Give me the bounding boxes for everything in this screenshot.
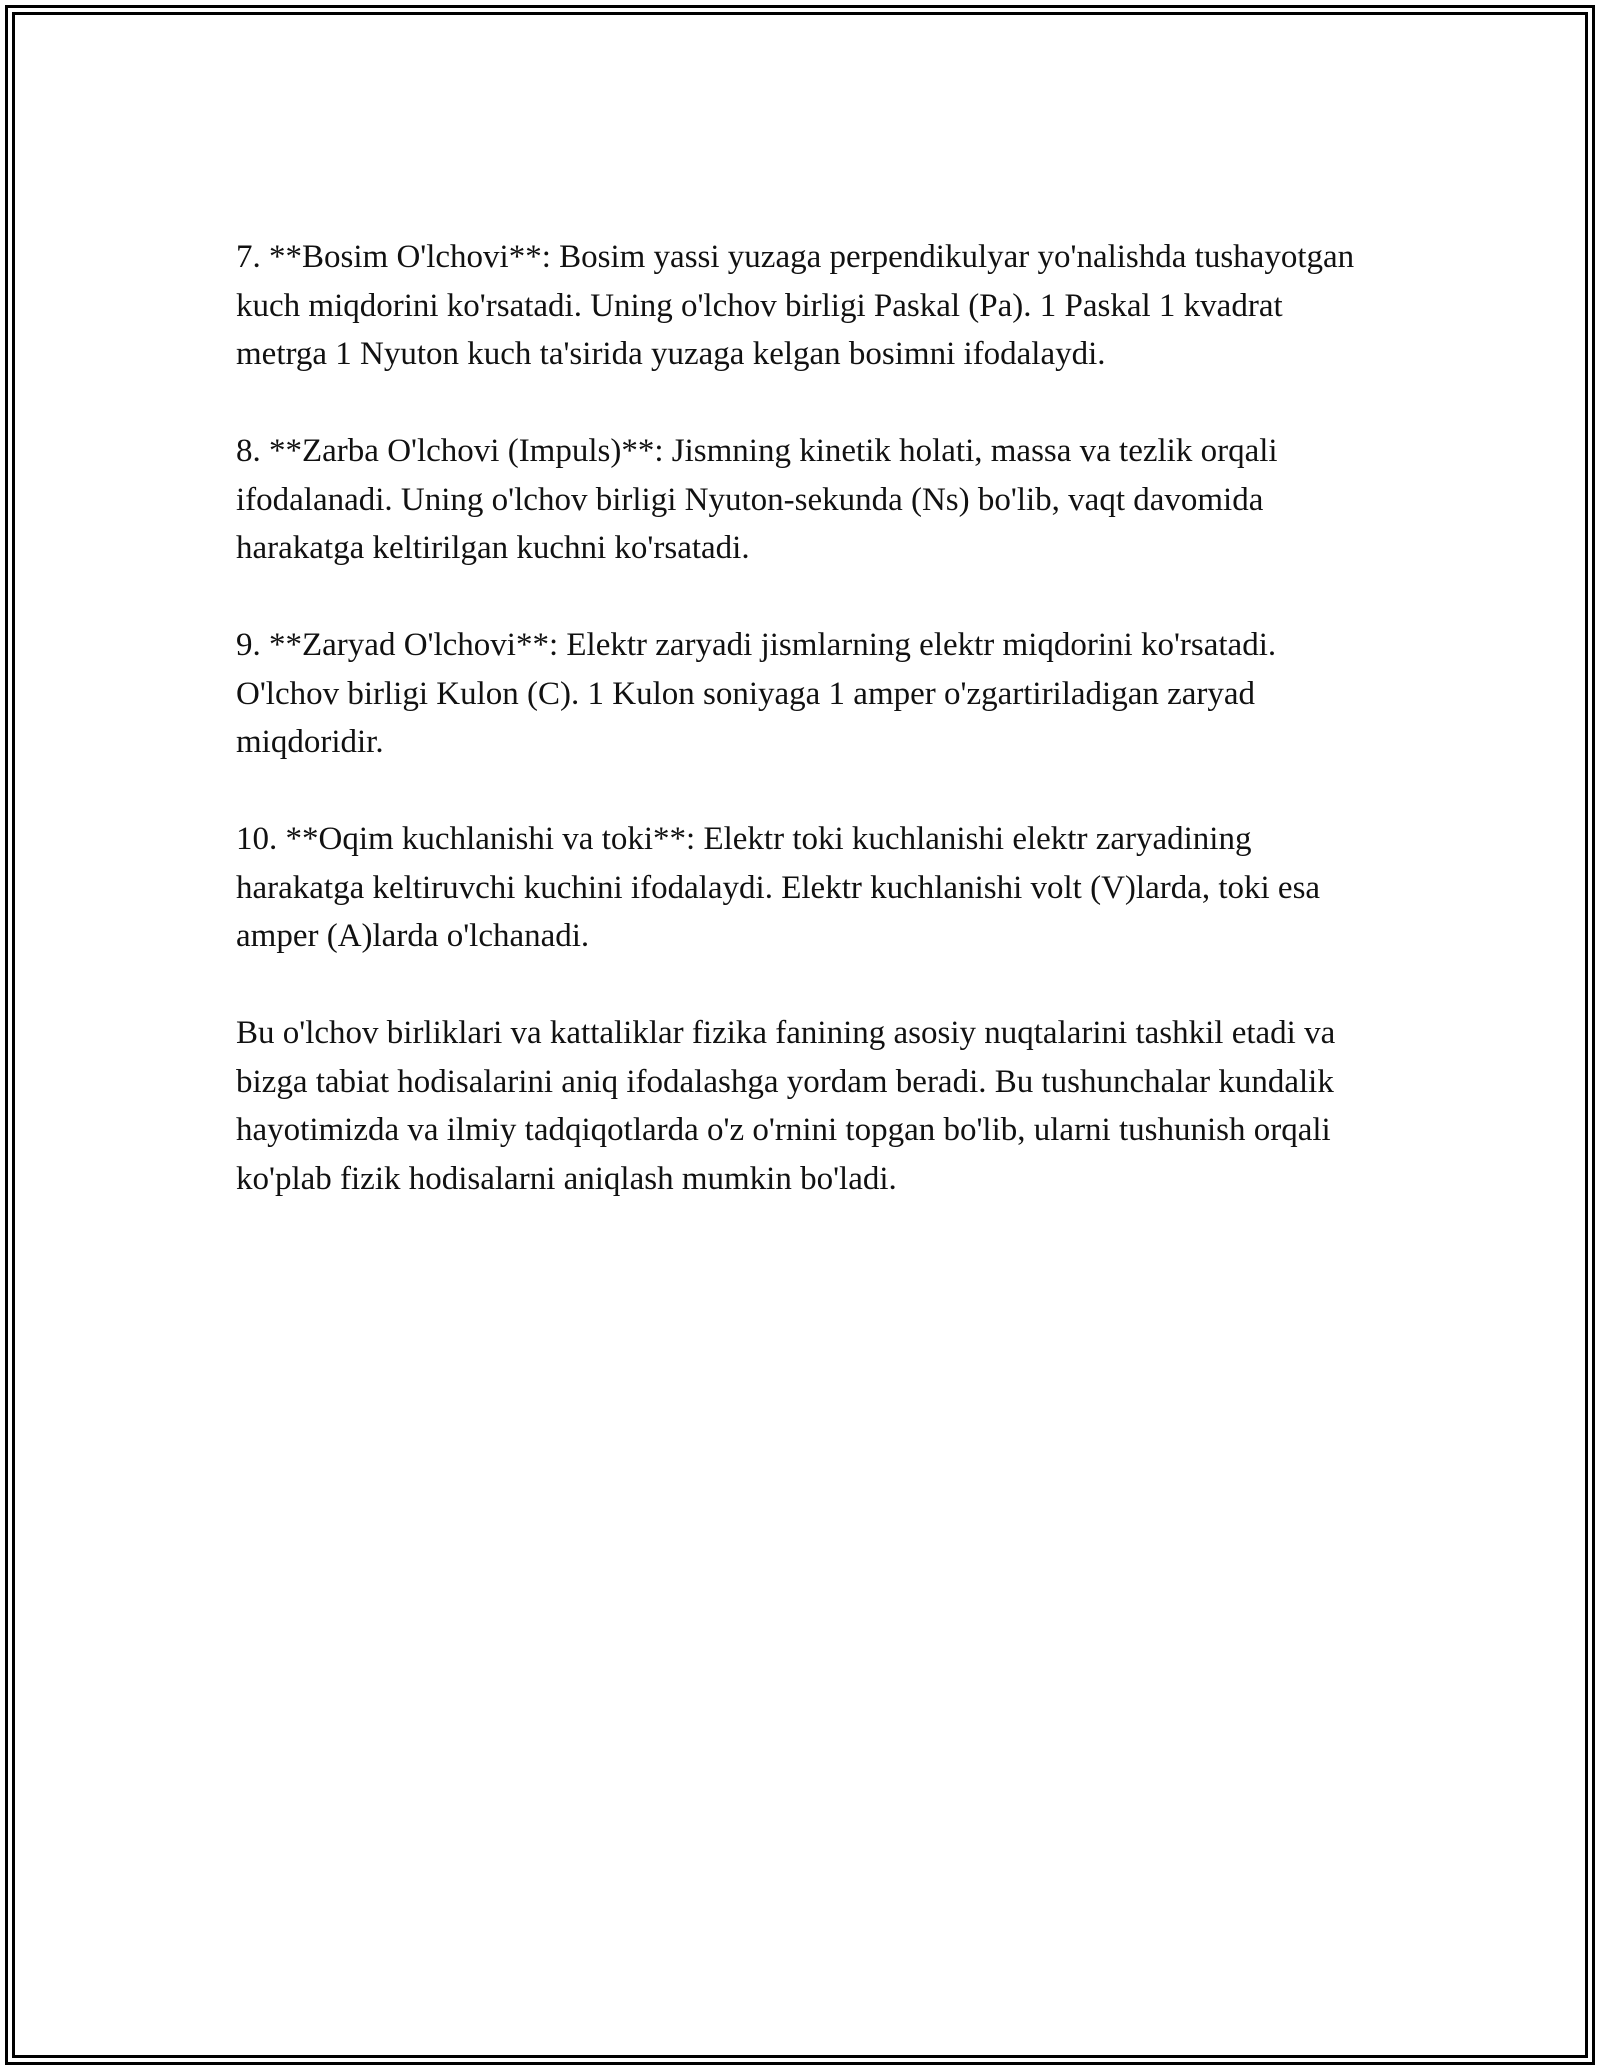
paragraph-voltage-current: 10. **Oqim kuchlanishi va toki**: Elektr toki kuchlanishi elektr zaryadining harakatga keltiruvchi kuchini ifodalaydi. Elektr kuchlanishi volt (V)larda, toki esa amper (A)larda o'lchanadi. <box>236 821 1321 954</box>
paragraph-impulse: 8. **Zarba O'lchovi (Impuls)**: Jismning kinetik holati, massa va tezlik orqali ifodalanadi. Uning o'lchov birligi Nyuton-sekunda (Ns) bo'lib, vaqt davomida harakatga keltirilgan kuchni ko'rsatadi. <box>236 433 1278 566</box>
document-body <box>236 233 1376 1203</box>
paragraph-pressure: 7. **Bosim O'lchovi**: Bosim yassi yuzaga perpendikulyar yo'nalishda tushayotgan kuch miqdorini ko'rsatadi. Uning o'lchov birligi Paskal (Pa). 1 Paskal 1 kvadrat metrga 1 Nyuton kuch ta'sirida yuzaga kelgan bosimni ifodalaydi. <box>236 239 1355 372</box>
paragraph-conclusion: Bu o'lchov birliklari va kattaliklar fizika fanining asosiy nuqtalarini tashkil etadi va bizga tabiat hodisalarini aniq ifodalashga yordam beradi. Bu tushunchalar kundalik hayotimizda va ilmiy tadqiqotlarda o'z o'rnini topgan bo'lib, ularni tushunish orqali ko'plab fizik hodisalarni aniqlash mumkin bo'ladi. <box>236 1015 1336 1197</box>
paragraph-charge: 9. **Zaryad O'lchovi**: Elektr zaryadi jismlarning elektr miqdorini ko'rsatadi. O'lchov birligi Kulon (C). 1 Kulon soniyaga 1 amper o'zgartiriladigan zaryad miqdoridir. <box>236 627 1277 760</box>
